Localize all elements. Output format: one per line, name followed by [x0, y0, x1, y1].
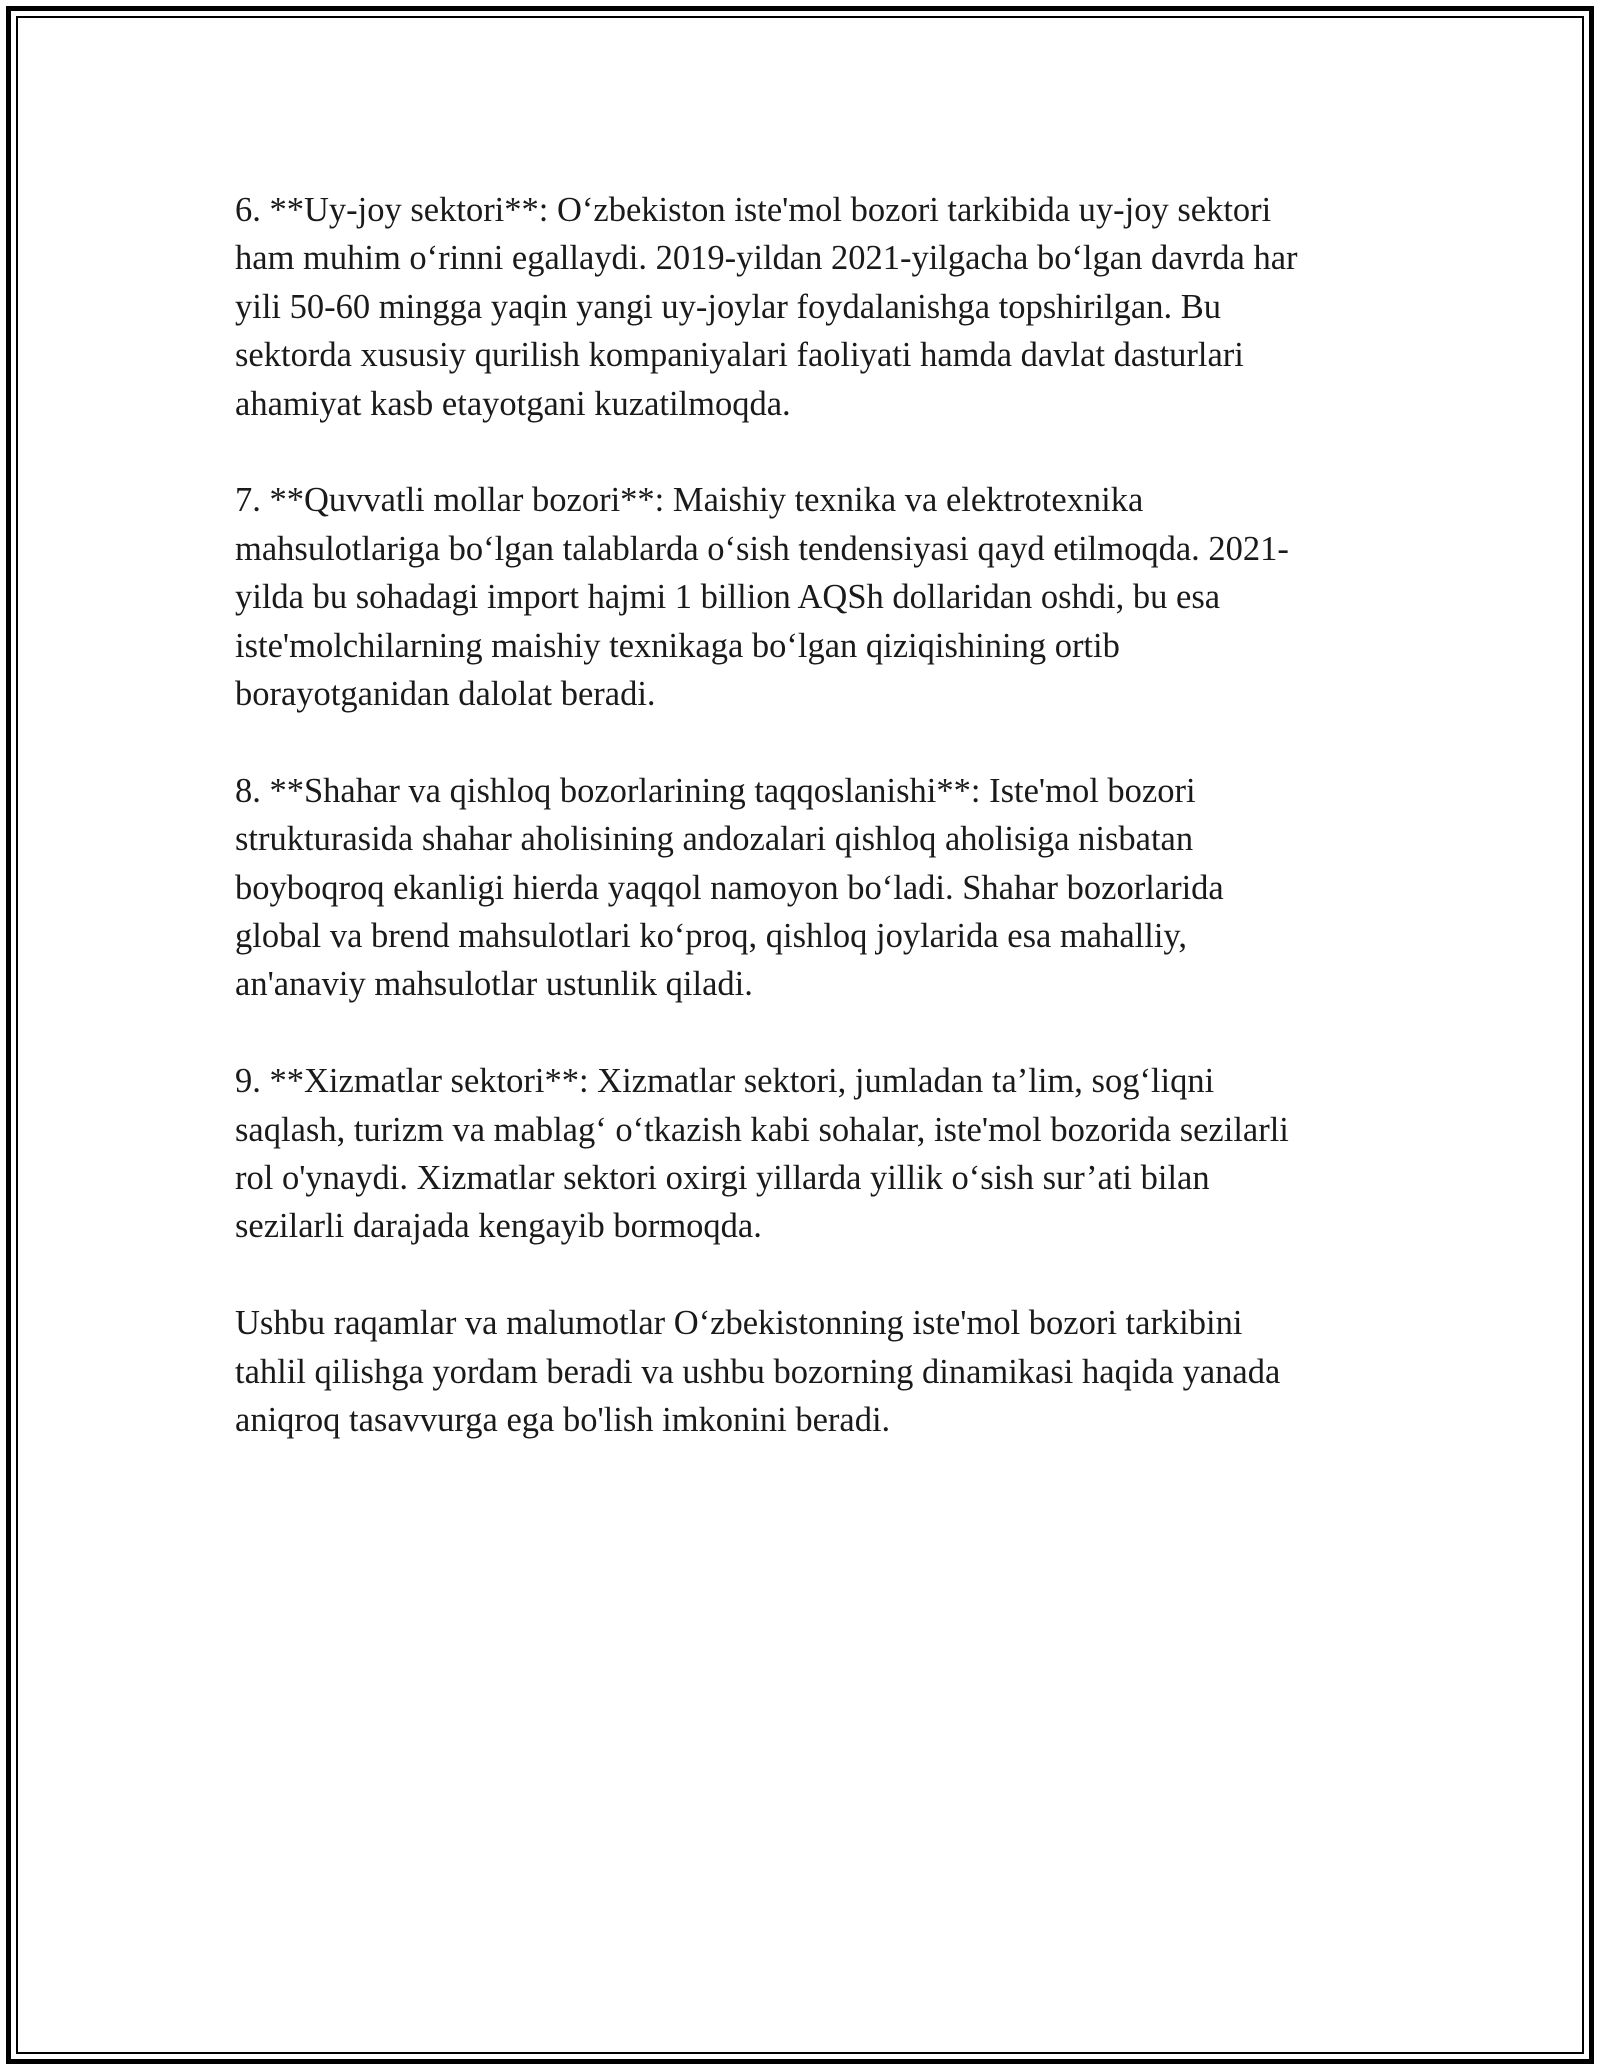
paragraph-durable-goods-market: 7. **Quvvatli mollar bozori**: Maishiy texnika va elektrotexnika mahsulotlariga bo‘lgan talablarda o‘sish tendensiyasi qayd etilmoqda. 2021- yilda bu sohadagi import hajmi 1 billion AQSh dollaridan oshdi, bu esa iste'molchilarning maishiy texnikaga bo‘lgan qiziqishining ortib borayotganidan dalolat beradi. [235, 481, 1289, 714]
paragraph-conclusion: Ushbu raqamlar va malumotlar O‘zbekistonning iste'mol bozori tarkibini tahlil qilishga yordam beradi va ushbu bozorning dinamikasi haqida yanada aniqroq tasavvurga ega bo'lish imkonini beradi. [235, 1304, 1281, 1440]
paragraph-urban-rural-comparison: 8. **Shahar va qishloq bozorlarining taqqoslanishi**: Iste'mol bozori strukturasida shahar aholisining andozalari qishloq aholisiga nisbatan boyboqroq ekanligi hierda yaqqol namoyon bo‘ladi. Shahar bozorlarida global va brend mahsulotlari ko‘proq, qishloq joylarida esa mahalliy, an'anaviy mahsulotlar ustunlik qiladi. [235, 771, 1224, 1004]
document-body [235, 186, 1375, 1493]
paragraph-services-sector: 9. **Xizmatlar sektori**: Xizmatlar sektori, jumladan ta’lim, sog‘liqni saqlash, turizm va mablag‘ o‘tkazish kabi sohalar, iste'mol bozorida sezilarli rol o'ynaydi. Xizmatlar sektori oxirgi yillarda yillik o‘sish sur’ati bilan sezilarli darajada kengayib bormoqda. [235, 1062, 1289, 1246]
paragraph-housing-sector: 6. **Uy-joy sektori**: O‘zbekiston iste'mol bozori tarkibida uy-joy sektori ham muhim o‘rinni egallaydi. 2019-yildan 2021-yilgacha bo‘lgan davrda har yili 50-60 mingga yaqin yangi uy-joylar foydalanishga topshirilgan. Bu sektorda xususiy qurilish kompaniyalari faoliyati hamda davlat dasturlari ahamiyat kasb etayotgani kuzatilmoqda. [235, 191, 1298, 423]
